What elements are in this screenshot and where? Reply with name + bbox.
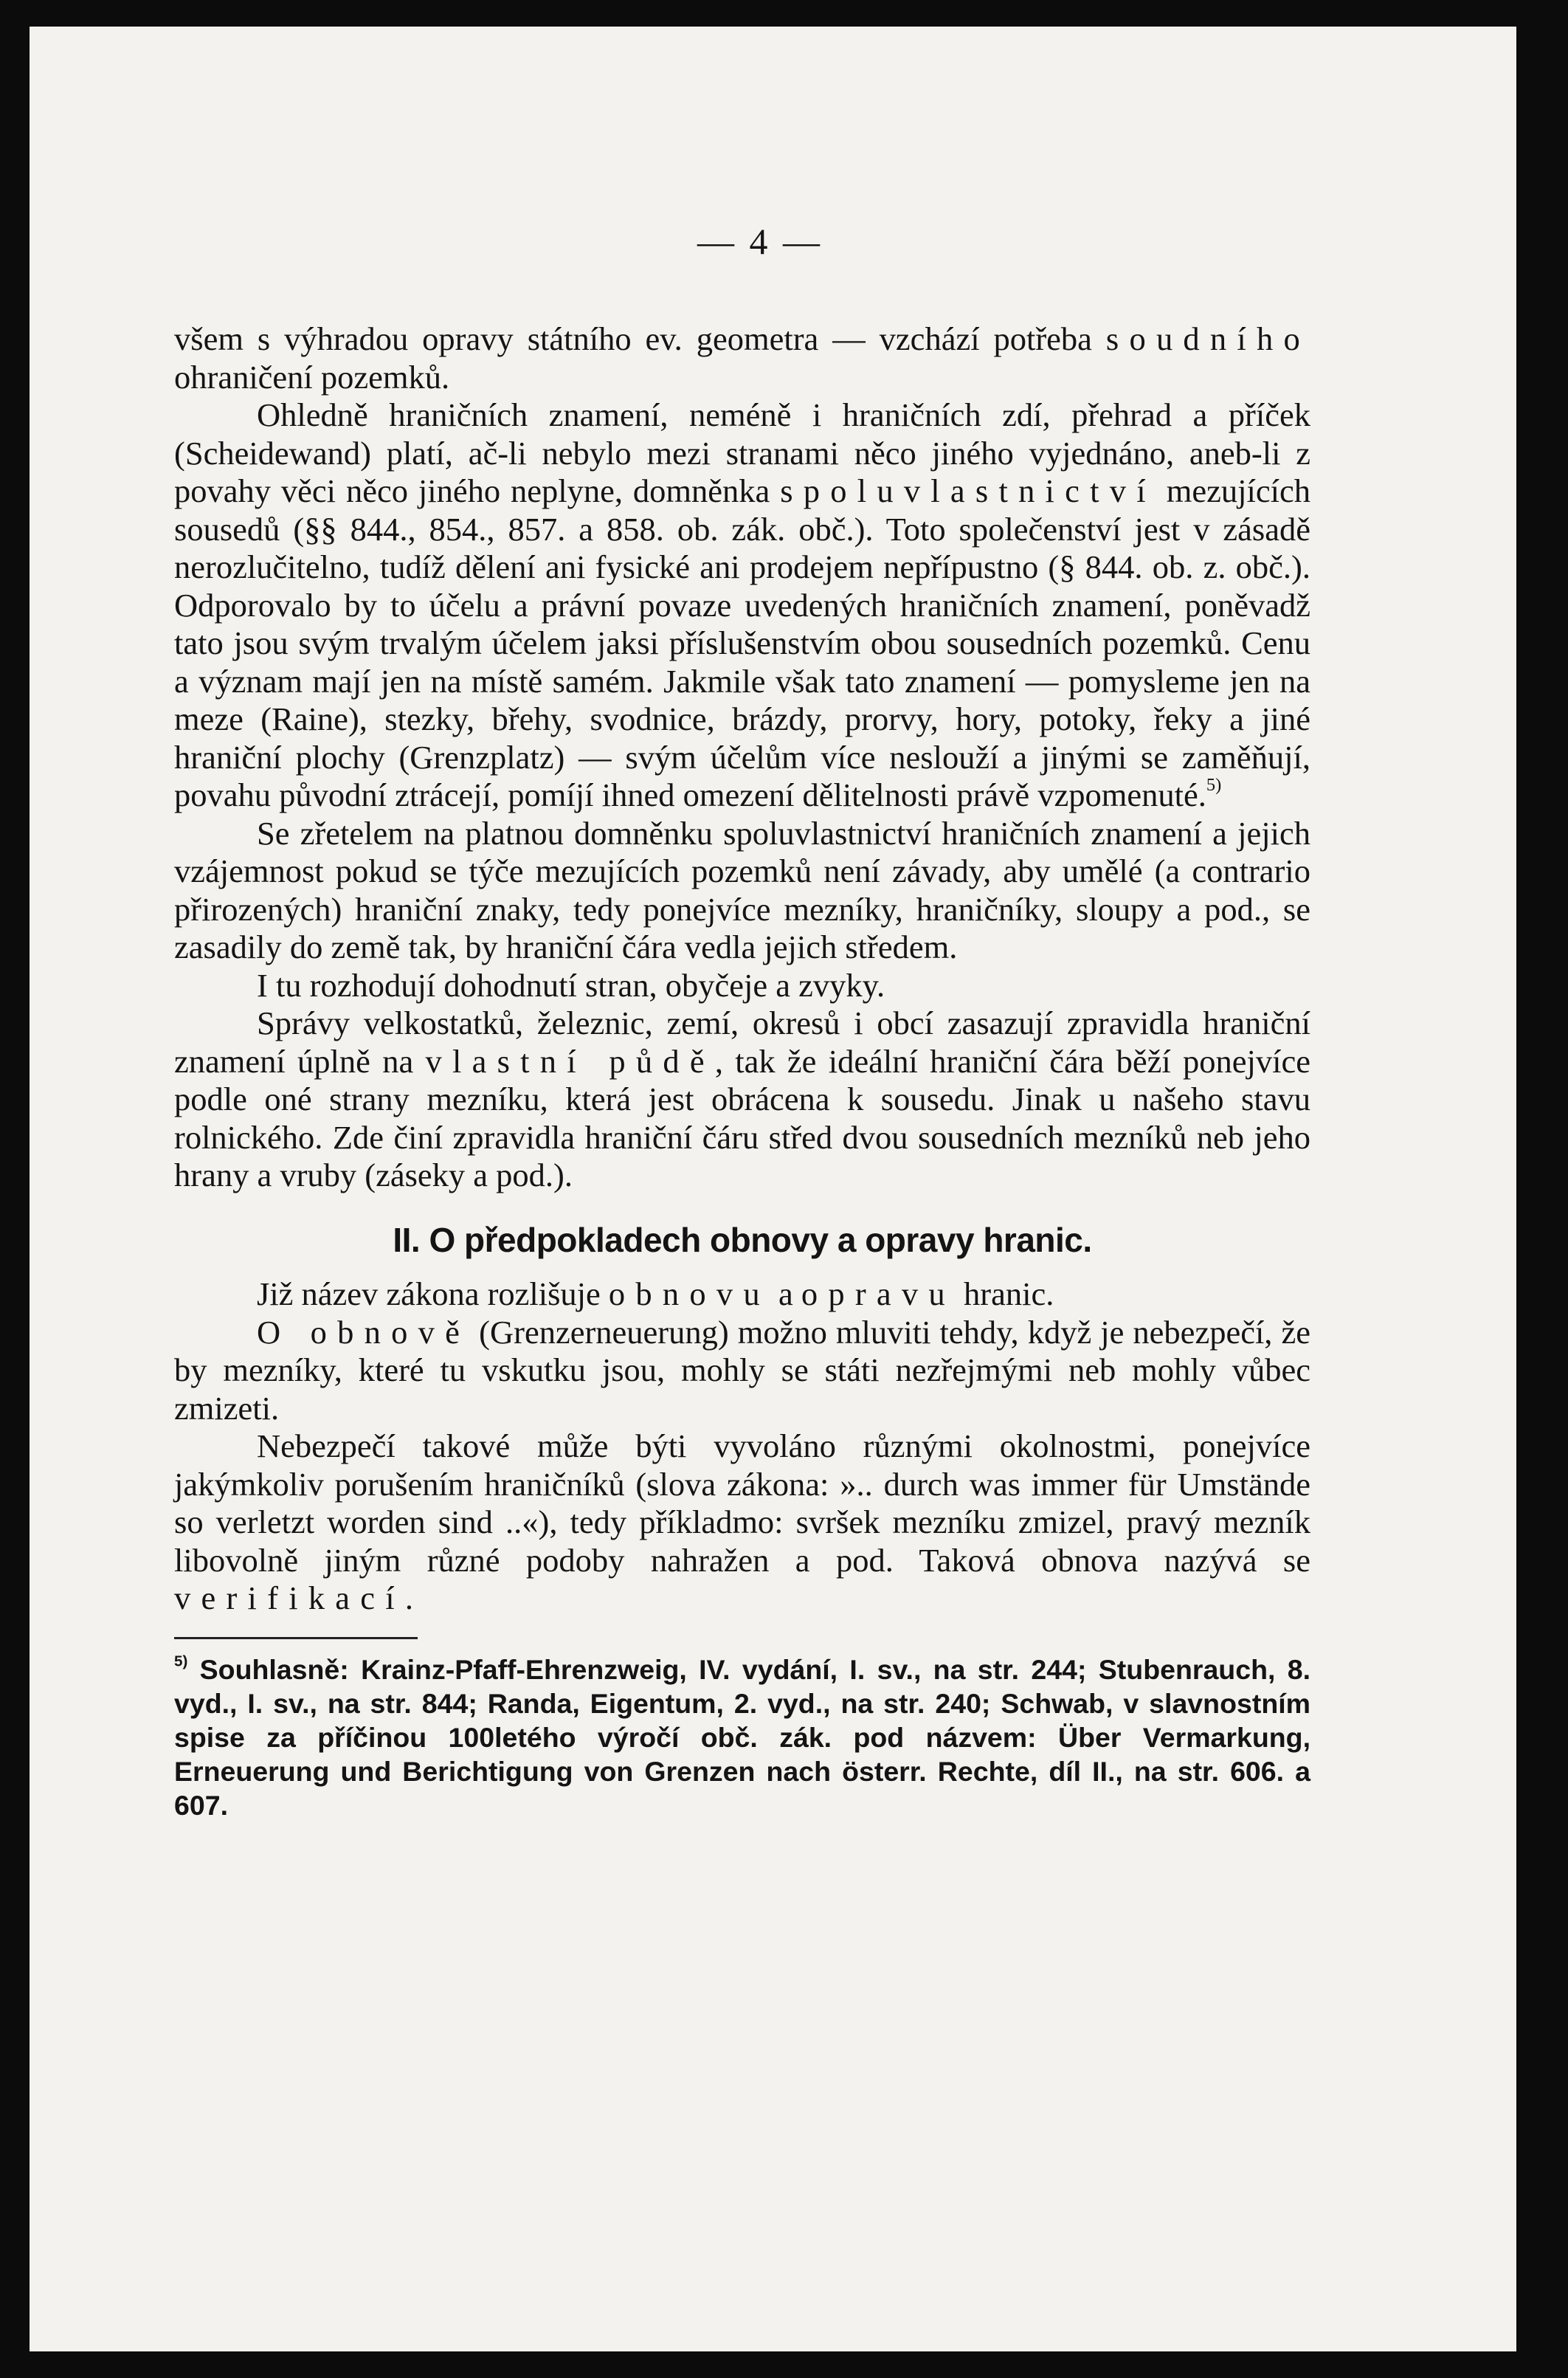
footnote-text: Souhlasně: Krainz-Pfaff-Ehrenzweig, IV. vydání, I. sv., na str. 244; Stubenrauch, 8. vyd., I. sv., na str. 844; Randa, Eigentum, 2. vyd., na str. 240; Schwab, v slavnostním spise za příčinou 100letého výročí obč. zák. pod názvem: Über Vermarkung, Erneuerung und Berichtigung von Grenzen nach österr. Rechte, díl II., na str. 606. a 607. (174, 1653, 1310, 1821)
intro-text: všem s výhradou opravy státního ev. geometra — vzchází potřeba (174, 320, 1106, 357)
paragraph-law-title (174, 1275, 1310, 1314)
p7-text-end: . (404, 1579, 414, 1616)
p6-text: (Grenzerneuerung) možno mluviti tehdy, když je nebezpečí, že by mezníky, které tu vskutku jsou, mohly se státi nezřejmými neb mohly vůbec zmizeti. (174, 1313, 1310, 1427)
p7-emphasis: verifikací (174, 1579, 405, 1616)
footnote-marker: 5) (174, 1652, 188, 1669)
p7-text: Nebezpečí takové může býti vyvoláno různými okolnostmi, ponejvíce jakýmkoliv porušením hraničníků (slova zákona: ».. durch was immer für Umstände so verletzt worden sind ..«), tedy příkladmo: svršek mezníku zmizel, pravý mezník libovolně jiným různé podoby nahražen a pod. Taková obnova nazývá se (174, 1427, 1310, 1579)
p1-emphasis: spoluvlastnictví (780, 472, 1156, 509)
paragraph-coownership: Se zřetelem na platnou domněnku spoluvlastnictví hraničních znamení a jejich vzájemnost pokud se týče mezujících pozemků není závady, aby umělé (a contrario přirozených) hraniční znaky, tedy ponejvíce mezníky, hraničníky, sloupy a pod., se zasadily do země tak, by hraniční čára vedla jejich středem. (174, 814, 1310, 965)
p5-text-end: hranic. (955, 1275, 1054, 1312)
p5-text: Již název zákona rozlišuje (257, 1275, 609, 1312)
body-text (174, 320, 1310, 1822)
paragraph-boundary-marks (174, 396, 1310, 815)
p5-conjunction: a (770, 1275, 801, 1312)
footnote-first-line (174, 1654, 187, 1685)
intro-paragraph (174, 320, 1310, 396)
p1-text: Ohledně hraničních znamení, neméně i hraničních zdí, přehrad a příček (Scheidewand) platí, ač-li nebylo mezi stranami něco jiného vyjednáno, aneb-li z povahy věci něco jiného neplyne, domněnka (174, 396, 1310, 509)
footnote-divider (174, 1637, 418, 1639)
paragraph-estates (174, 1004, 1310, 1195)
p5-emphasis-renewal: obnovu (608, 1275, 770, 1312)
paragraph-customs: I tu rozhodují dohodnutí stran, obyčeje a zvyky. (257, 966, 885, 1004)
footnote (174, 1652, 1310, 1822)
p1-text-cont: mezujících sousedů (§§ 844., 854., 857. a 858. ob. zák. obč.). Toto společenství jest v zásadě nerozlučitelno, tudíž dělení ani fysické ani prodejem nepřípustno (§ 844. ob. z. obč.). Odporovalo by to účelu a právní povaze uvedených hraničních znamení, poněvadž tato jsou svým trvalým účelem jaksi příslušenstvím obou sousedních pozemků. Cenu a význam mají jen na místě samém. Jakmile však tato znamení — pomysleme jen na meze (Raine), stezky, břehy, svodnice, brázdy, prorvy, hory, potoky, řeky a jiné hraniční plochy (Grenzplatz) — svým účelům více neslouží a jinými se zaměňují, povahu původní ztrácejí, pomíjí ihned omezení dělitelnosti právě vzpomenuté. (174, 472, 1310, 813)
section-heading: II. O předpokladech obnovy a opravy hranic. (393, 1220, 1092, 1259)
intro-text-end: ohraničení pozemků. (174, 358, 450, 396)
p5-emphasis-repair: opravu (801, 1275, 956, 1312)
p4-text: Správy velkostatků, železnic, zemí, okresů i obcí zasazují zpravidla hraniční znamení úplně na (174, 1004, 1310, 1080)
paragraph-renewal (174, 1314, 1310, 1428)
intro-emphasis: soudního (1105, 320, 1310, 357)
paragraph-danger (174, 1427, 1310, 1618)
p4-emphasis: vlastní půdě (425, 1042, 715, 1080)
p4-text-cont: , tak že ideální hraniční čára běží ponejvíce podle oné strany mezníku, která jest obrácena k sousedu. Jinak u našeho stavu rolnického. Zde činí zpravidla hraniční čáru střed dvou sousedních mezníků neb jeho hrany a vruby (záseky a pod.). (174, 1042, 1310, 1193)
page-number: — 4 — (697, 221, 823, 262)
footnote-reference: 5) (1206, 775, 1222, 796)
book-page (30, 27, 1516, 2351)
p6-emphasis: O obnově (257, 1313, 471, 1351)
